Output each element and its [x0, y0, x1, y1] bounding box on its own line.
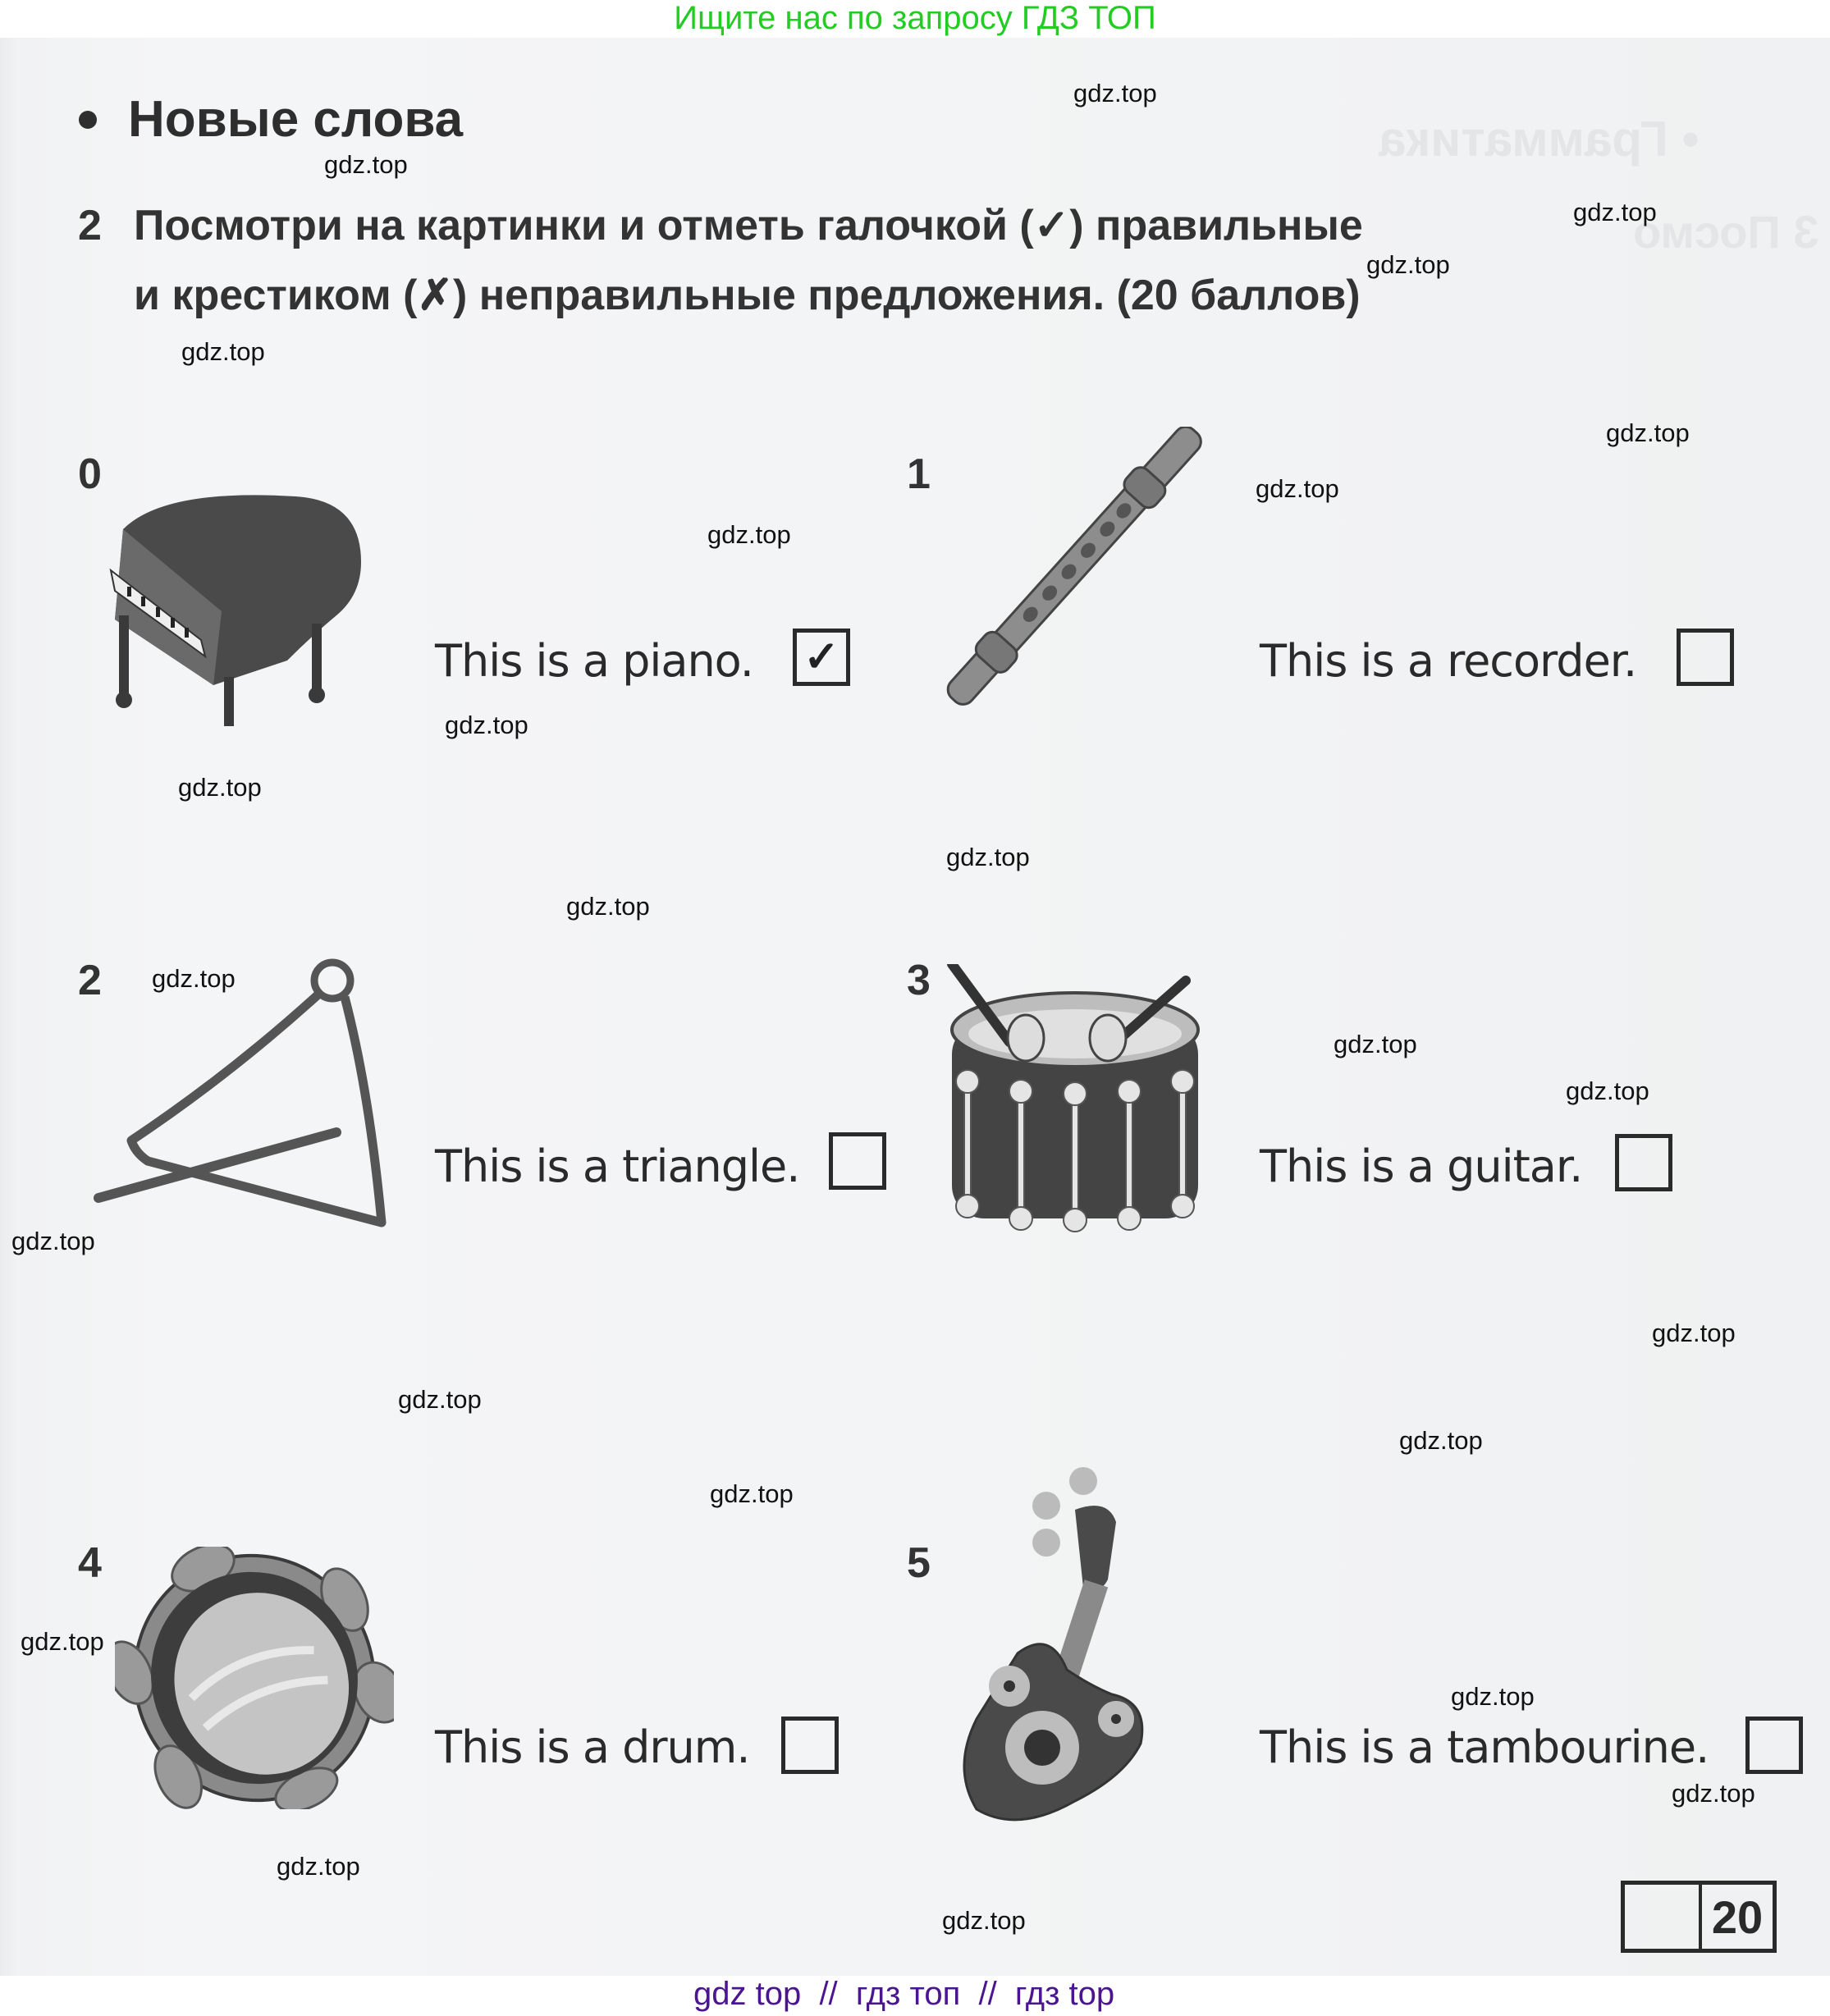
- piano-picture: [90, 472, 443, 726]
- watermark: gdz.top: [942, 1906, 1026, 1935]
- watermark: gdz.top: [1606, 418, 1690, 447]
- answer-checkbox[interactable]: [781, 1717, 839, 1774]
- watermark: gdz.top: [1334, 1030, 1417, 1058]
- watermark: gdz.top: [707, 520, 791, 549]
- bullet-icon: [79, 111, 97, 129]
- score-max: 20: [1711, 1890, 1764, 1943]
- top-banner-text: Ищите нас по запросу ГДЗ ТОП: [674, 0, 1156, 36]
- task-instruction-line-2: и крестиком (✗) неправильные предложения. (20 баллов): [134, 272, 1361, 319]
- answer-checkbox[interactable]: [1615, 1134, 1672, 1191]
- section-heading: [79, 90, 463, 149]
- watermark: gdz.top: [152, 964, 236, 993]
- item-sentence: This is a tambourine.: [1260, 1721, 1709, 1773]
- task-number: 2: [78, 202, 102, 249]
- watermark: gdz.top: [181, 337, 265, 366]
- watermark: gdz.top: [1672, 1779, 1755, 1808]
- guitar-picture: [960, 1456, 1231, 1834]
- bottom-banner-text: gdz top // гдз топ // гдз top: [693, 1976, 1115, 2012]
- item-number: 1: [907, 450, 931, 498]
- answer-checkbox[interactable]: [1745, 1717, 1803, 1774]
- task-instruction-line-1: Посмотри на картинки и отметь галочкой (✓) правильные: [134, 202, 1363, 249]
- watermark: gdz.top: [21, 1627, 104, 1656]
- item-sentence: This is a recorder.: [1260, 635, 1637, 687]
- watermark: gdz.top: [1366, 250, 1450, 279]
- watermark: gdz.top: [11, 1227, 95, 1255]
- watermark: gdz.top: [710, 1479, 794, 1508]
- watermark: gdz.top: [1399, 1426, 1483, 1455]
- bleed-through-decoration: 3 Посмо: [1633, 206, 1819, 258]
- score-earned-field[interactable]: [1625, 1885, 1702, 1949]
- watermark: gdz.top: [1566, 1077, 1649, 1105]
- item-number: 0: [78, 450, 102, 498]
- watermark: gdz.top: [566, 892, 650, 921]
- watermark: gdz.top: [277, 1852, 360, 1881]
- bleed-through-decoration: • Грамматика: [1379, 112, 1700, 167]
- item-sentence: This is a drum.: [435, 1721, 750, 1773]
- triangle-picture: [90, 952, 402, 1231]
- watermark: gdz.top: [324, 150, 408, 179]
- drum-picture: [944, 964, 1206, 1243]
- answer-checkbox[interactable]: ✓: [793, 629, 850, 686]
- answer-checkbox[interactable]: [829, 1132, 886, 1190]
- watermark: gdz.top: [398, 1385, 482, 1414]
- item-sentence: This is a guitar.: [1260, 1141, 1583, 1192]
- item-sentence: This is a triangle.: [435, 1141, 800, 1192]
- answer-checkbox[interactable]: [1677, 629, 1734, 686]
- item-number: 2: [78, 957, 102, 1004]
- tambourine-picture: [115, 1547, 394, 1809]
- watermark: gdz.top: [1573, 198, 1657, 226]
- section-title: Новые слова: [128, 91, 464, 148]
- watermark: gdz.top: [178, 773, 262, 802]
- watermark: gdz.top: [1073, 79, 1157, 107]
- item-number: 3: [907, 957, 931, 1004]
- item-number: 5: [907, 1539, 931, 1587]
- item-sentence: This is a piano.: [435, 635, 753, 687]
- score-box: [1621, 1881, 1777, 1953]
- watermark: gdz.top: [1451, 1682, 1535, 1711]
- watermark: gdz.top: [445, 711, 528, 739]
- item-number: 4: [78, 1539, 102, 1587]
- watermark: gdz.top: [946, 843, 1030, 871]
- top-banner: [0, 0, 1830, 38]
- recorder-picture: [911, 427, 1239, 706]
- watermark: gdz.top: [1256, 474, 1339, 503]
- watermark: gdz.top: [1652, 1319, 1736, 1347]
